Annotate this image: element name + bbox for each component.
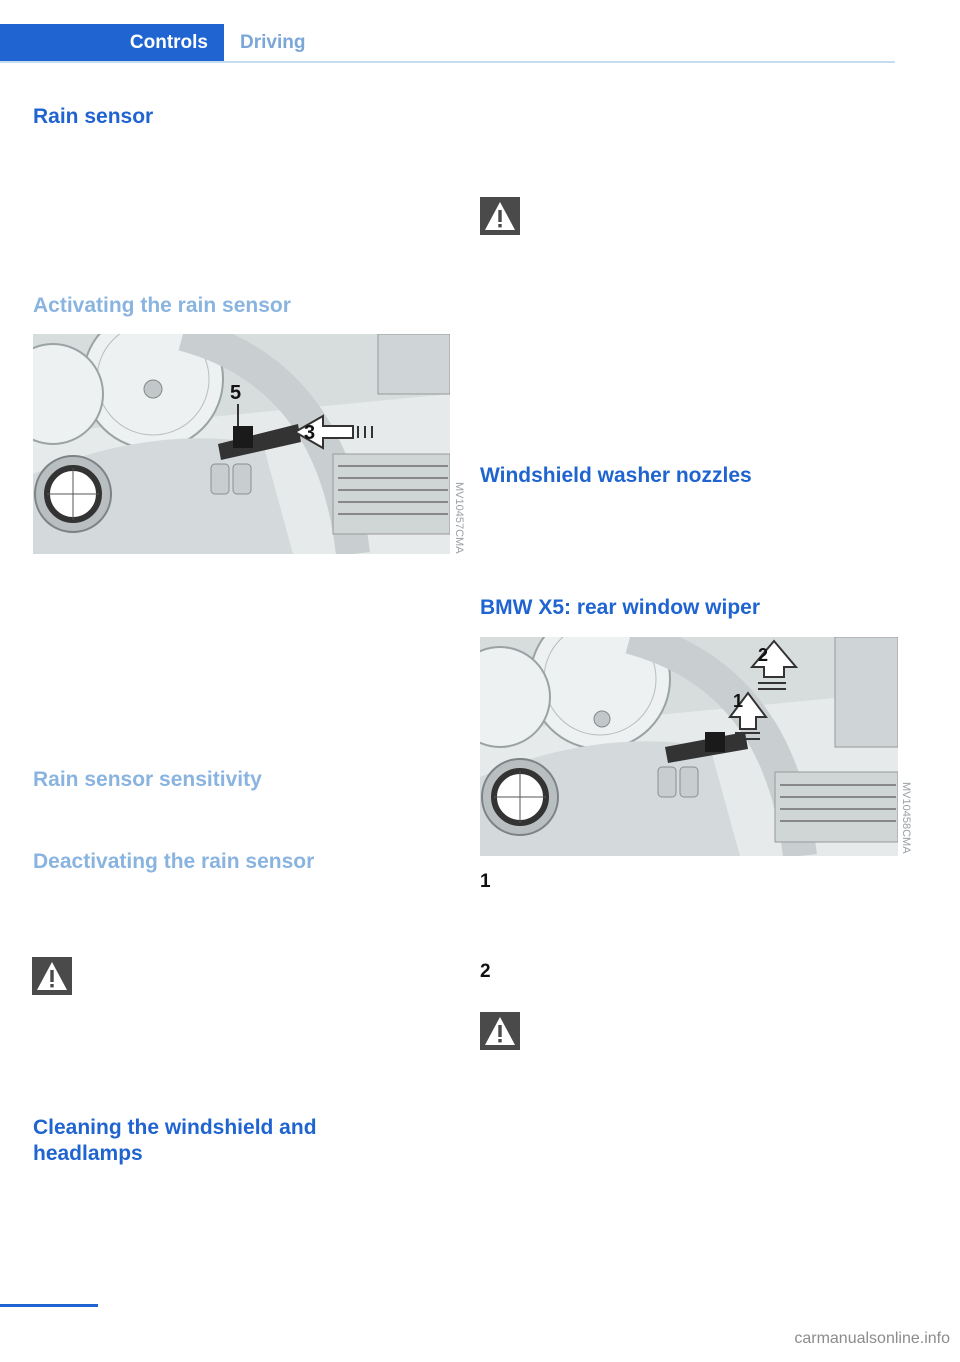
heading-rear-window-wiper: BMW X5: rear window wiper <box>480 596 761 619</box>
warning-icon <box>480 197 520 235</box>
figure-rain-sensor-stalk <box>33 334 450 554</box>
tab-driving[interactable]: Driving <box>240 31 306 53</box>
figure-label-2: 2 <box>758 645 769 665</box>
heading-cleaning-windshield: Cleaning the windshield and headlamps <box>33 1116 317 1165</box>
figure-rear-wiper-stalk <box>480 637 898 856</box>
footer-rule <box>0 1304 98 1307</box>
heading-rain-sensor-sensitivity: Rain sensor sensitivity <box>33 768 262 791</box>
figure-code: MV10457CMA <box>453 482 465 554</box>
watermark: carmanualsonline.info <box>794 1330 950 1347</box>
list-item-number-1: 1 <box>480 871 491 892</box>
warning-icon <box>32 957 72 995</box>
figure-label-3: 3 <box>304 422 316 444</box>
figure-label-5: 5 <box>230 382 242 404</box>
header-bar <box>0 24 895 63</box>
heading-deactivating-rain-sensor: Deactivating the rain sensor <box>33 850 315 873</box>
figure-label-1: 1 <box>733 691 744 711</box>
warning-icon <box>480 1012 520 1050</box>
tab-controls[interactable]: Controls <box>0 24 224 61</box>
list-item-number-2: 2 <box>480 961 491 982</box>
heading-activating-rain-sensor: Activating the rain sensor <box>33 294 291 317</box>
heading-rain-sensor: Rain sensor <box>33 105 154 128</box>
heading-washer-nozzles: Windshield washer nozzles <box>480 464 752 487</box>
figure-code: MV10458CMA <box>900 782 912 854</box>
